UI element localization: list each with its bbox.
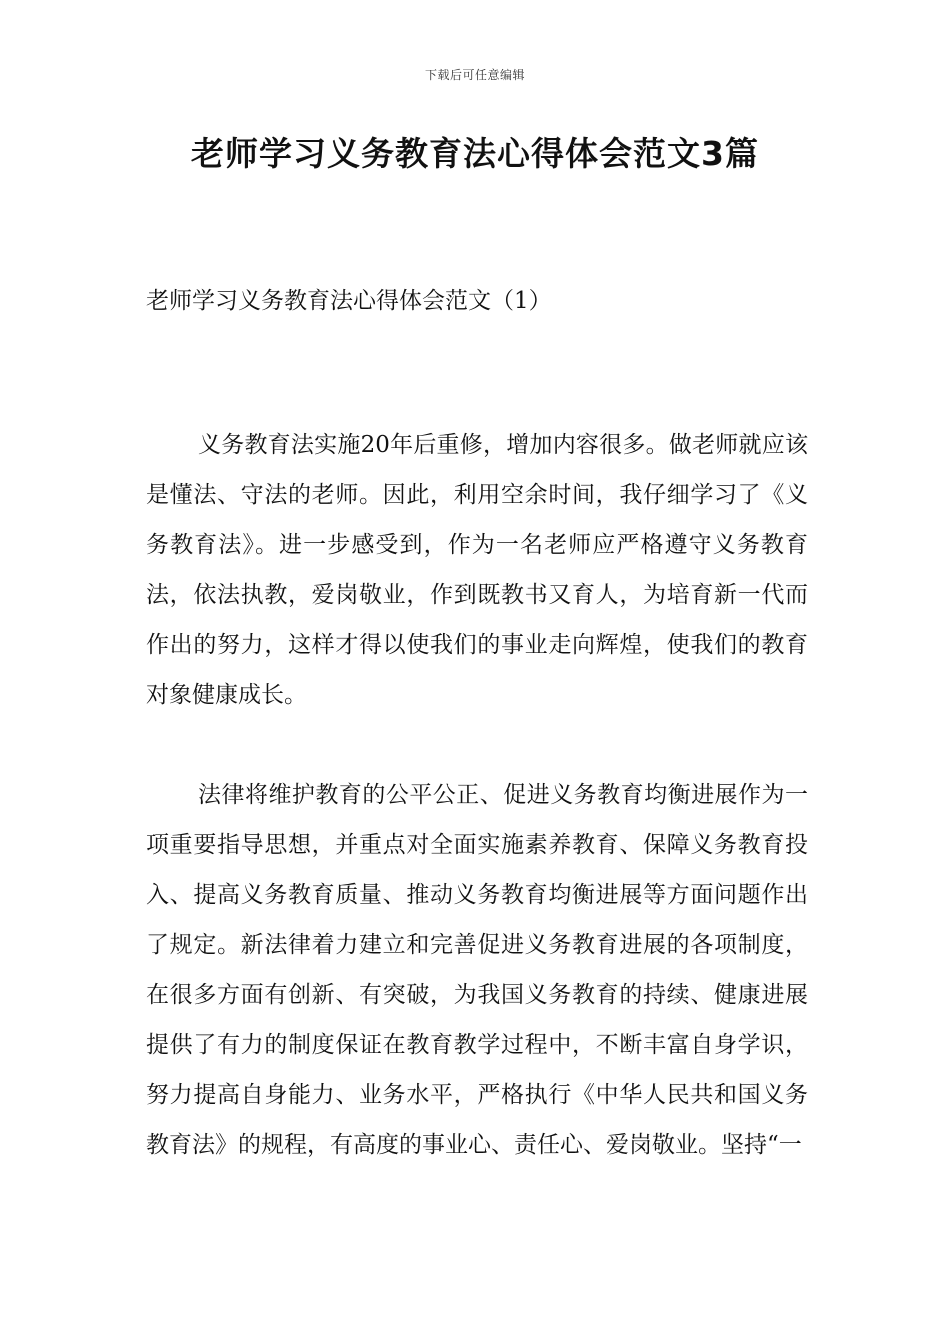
header-note: 下载后可任意编辑 bbox=[424, 68, 525, 82]
paragraph-2: 法律将维护教育的公平公正、促进义务教育均衡进展作为一项重要指导思想，并重点对全面实施素养教育、保障义务教育投入、提高义务教育质量、推动义务教育均衡进展等方面问题作出了规定。新法律着力建立和完善促进义务教育进展的各项制度，在很多方面有创新、有突破，为我国义务教育的持续、健康进展提供了有力的制度保证在教育教学过程中，不断丰富自身学识，努力提高自身能力、业务水平，严格执行《中华人民共和国义务教育法》的规程，有高度的事业心、责任心、爱岗敬业。坚持“一 bbox=[146, 782, 808, 1158]
document-title: 老师学习义务教育法心得体会范文3篇 bbox=[191, 134, 759, 173]
section-heading: 老师学习义务教育法心得体会范文（1） bbox=[146, 288, 552, 314]
paragraph-1: 义务教育法实施20年后重修，增加内容很多。做老师就应该是懂法、守法的老师。因此，利用空余时间，我仔细学习了《义务教育法》。进一步感受到，作为一名老师应严格遵守义务教育法，依法执教，爱岗敬业，作到既教书又育人，为培育新一代而作出的努力，这样才得以使我们的事业走向辉煌，使我们的教育对象健康成长。 bbox=[146, 432, 808, 708]
